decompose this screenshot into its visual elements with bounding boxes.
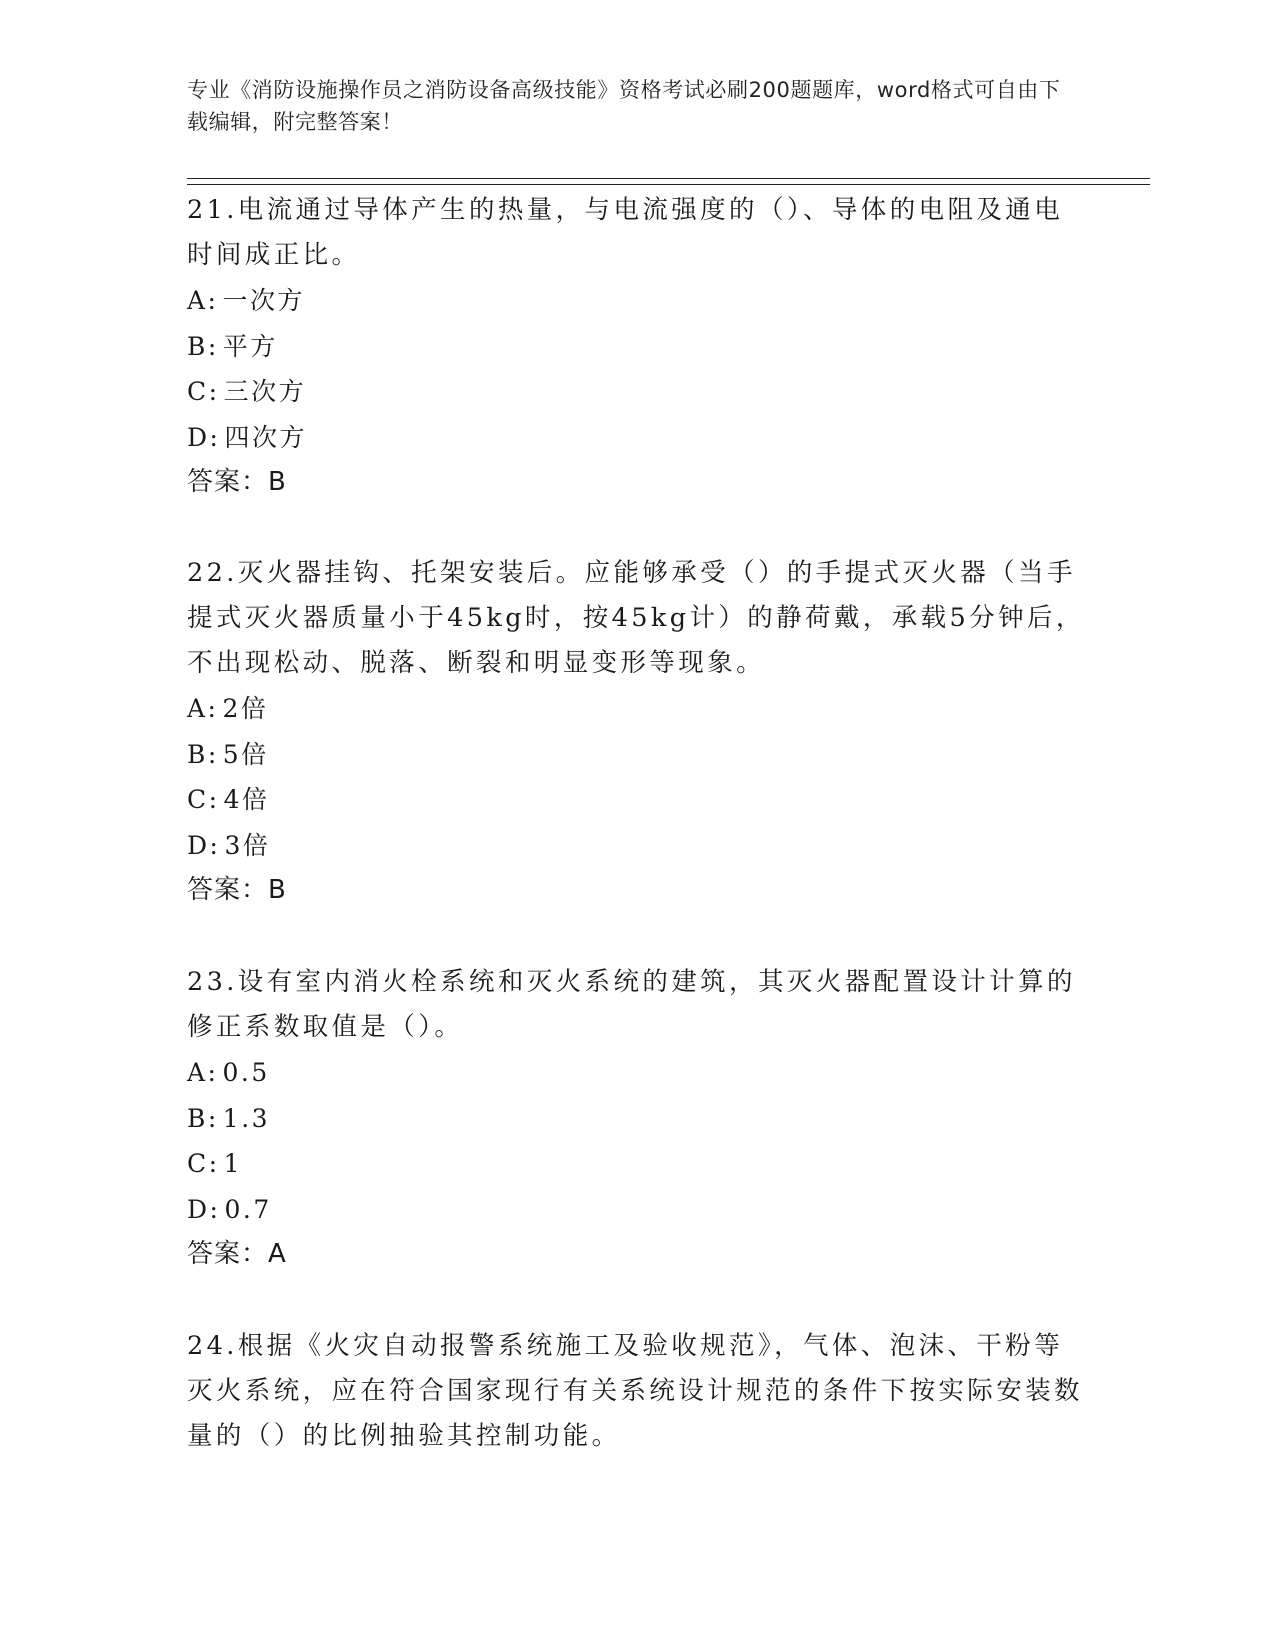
option-text: 三次方 — [223, 377, 307, 406]
option-text: 0.5 — [222, 1058, 270, 1087]
question-21 — [187, 188, 1087, 505]
option-a — [187, 686, 1087, 732]
option-text: 1 — [223, 1149, 242, 1178]
option-letter: A: — [187, 1058, 219, 1087]
question-stem: 24.根据《火灾自动报警系统施工及验收规范》，气体、泡沫、干粉等灭火系统，应在符合国家现行有关系统设计规范的条件下按实际安装数量的（）的比例抽验其控制功能。 — [187, 1331, 1083, 1451]
question-23 — [187, 960, 1087, 1277]
option-b — [187, 324, 1087, 370]
question-stem: 21.电流通过导体产生的热量，与电流强度的（）、导体的电阻及通电时间成正比。 — [187, 195, 1064, 270]
document-header: 专业《消防设施操作员之消防设备高级技能》资格考试必刷200题题库，word格式可自由下载编辑，附完整答案！ — [187, 78, 1061, 134]
option-text: 0.7 — [224, 1194, 272, 1224]
question-stem: 22.灭火器挂钩、托架安装后。应能够承受（）的手提式灭火器（当手提式灭火器质量小于45kg时，按45kg计）的静荷戴，承载5分钟后，不出现松动、脱落、断裂和明显变形等现象。 — [187, 558, 1085, 678]
option-b — [187, 1096, 1087, 1142]
option-text: 平方 — [222, 331, 278, 361]
option-d — [187, 823, 1087, 869]
option-b — [187, 732, 1087, 778]
option-letter: B: — [187, 1103, 219, 1133]
option-a — [187, 278, 1087, 324]
option-text: 1.3 — [222, 1103, 271, 1133]
option-letter: C: — [187, 785, 220, 814]
option-letter: B: — [187, 739, 219, 769]
option-d — [187, 415, 1087, 461]
option-letter: B: — [187, 331, 219, 361]
option-a — [187, 1050, 1087, 1096]
header-divider-bottom — [187, 184, 1150, 185]
option-text: 四次方 — [224, 422, 307, 452]
option-text: 5倍 — [222, 739, 269, 769]
option-letter: C: — [187, 1149, 220, 1178]
option-letter: D: — [187, 830, 221, 860]
question-stem: 23.设有室内消火栓系统和灭火系统的建筑，其灭火器配置设计计算的修正系数取值是（）。 — [187, 967, 1076, 1042]
header-divider-top — [187, 178, 1150, 179]
option-text: 2倍 — [222, 694, 269, 723]
option-letter: A: — [187, 286, 219, 315]
question-24 — [187, 1324, 1087, 1459]
option-letter: A: — [187, 694, 219, 723]
answer: 答案：B — [187, 467, 287, 497]
option-letter: D: — [187, 1194, 221, 1224]
answer: 答案：A — [187, 1239, 287, 1269]
option-d — [187, 1187, 1087, 1233]
option-letter: D: — [187, 422, 221, 452]
option-c — [187, 1141, 1087, 1187]
answer: 答案：B — [187, 875, 287, 905]
question-22 — [187, 551, 1087, 913]
option-letter: C: — [187, 377, 220, 406]
option-text: 4倍 — [223, 785, 270, 814]
option-c — [187, 777, 1087, 823]
option-c — [187, 369, 1087, 415]
option-text: 一次方 — [222, 286, 305, 315]
option-text: 3倍 — [224, 830, 271, 860]
